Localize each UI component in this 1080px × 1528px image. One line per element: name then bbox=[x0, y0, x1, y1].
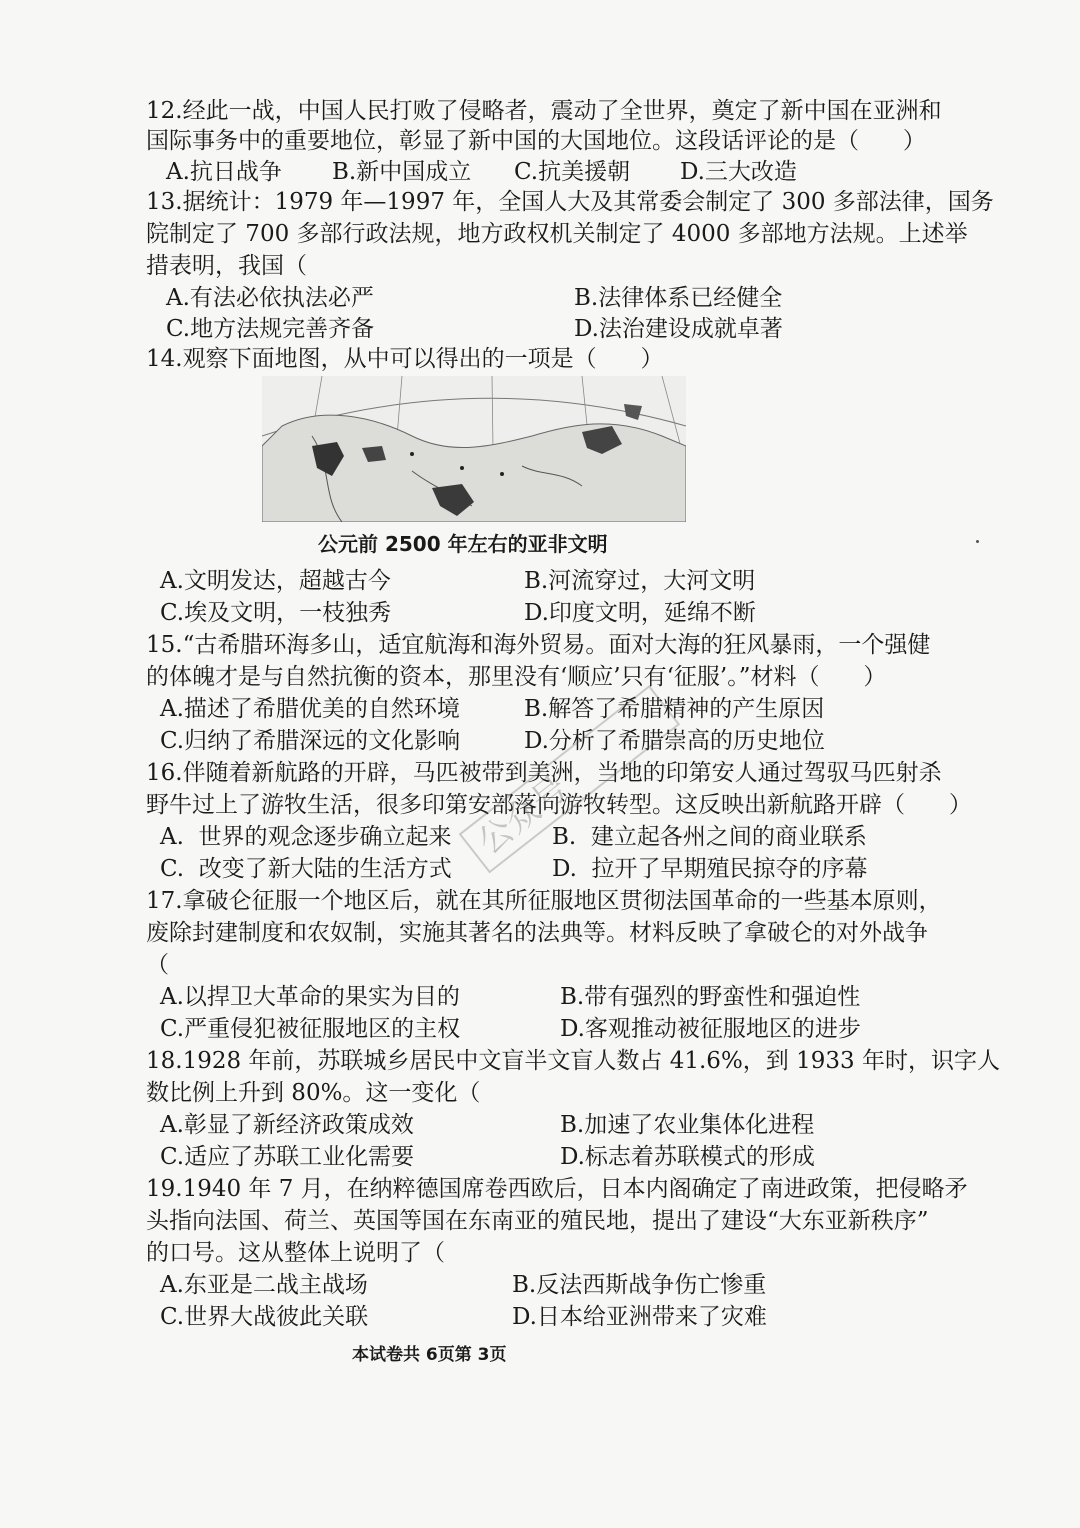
q13-line-3: 措表明，我国（ bbox=[146, 253, 307, 279]
q15-line-1: 15.“古希腊环海多山，适宜航海和海外贸易。面对大海的狂风暴雨，一个强健 bbox=[146, 632, 931, 658]
asia-africa-map-image bbox=[262, 376, 686, 522]
q12-line-2: 国际事务中的重要地位，彰显了新中国的大国地位。这段话评论的是（ ） bbox=[146, 128, 926, 154]
q19-line-1: 19.1940 年 7 月，在纳粹德国席卷西欧后，日本内阁确定了南进政策，把侵略矛 bbox=[146, 1176, 968, 1202]
q19-line-3: 的口号。这从整体上说明了（ bbox=[146, 1240, 445, 1266]
q12-option-d: D.三大改造 bbox=[680, 159, 797, 185]
q15-option-a: A.描述了希腊优美的自然环境 bbox=[160, 696, 460, 722]
q13-option-c: C.地方法规完善齐备 bbox=[166, 316, 375, 342]
q19-option-c: C.世界大战彼此关联 bbox=[160, 1304, 369, 1330]
q15-option-c: C.归纳了希腊深远的文化影响 bbox=[160, 728, 461, 754]
q13-option-b: B.法律体系已经健全 bbox=[574, 285, 783, 311]
q14-option-a: A.文明发达，超越古今 bbox=[160, 568, 391, 594]
q15-line-2: 的体魄才是与自然抗衡的资本，那里没有‘顺应’只有‘征服’。”材料（ ） bbox=[146, 664, 887, 690]
q17-option-c: C.严重侵犯被征服地区的主权 bbox=[160, 1016, 461, 1042]
q17-option-b: B.带有强烈的野蛮性和强迫性 bbox=[560, 984, 861, 1010]
page-footer: 本试卷共 6页第 3页 bbox=[352, 1345, 507, 1365]
q18-line-1: 18.1928 年前，苏联城乡居民中文盲半文盲人数占 41.6%，到 1933 年时，识字人 bbox=[146, 1048, 1000, 1074]
q18-option-a: A.彰显了新经济政策成效 bbox=[160, 1112, 414, 1138]
q19-line-2: 头指向法国、荷兰、英国等国在东南亚的殖民地，提出了建设“大东亚新秩序” bbox=[146, 1208, 929, 1234]
q16-line-2: 野牛过上了游牧生活，很多印第安部落向游牧转型。这反映出新航路开辟（ ） bbox=[146, 792, 972, 818]
q12-line-1: 12.经此一战，中国人民打败了侵略者，震动了全世界，奠定了新中国在亚洲和 bbox=[146, 98, 942, 124]
q16-option-b: B. 建立起各州之间的商业联系 bbox=[552, 824, 867, 850]
q19-option-a: A.东亚是二战主战场 bbox=[160, 1272, 368, 1298]
q14-option-b: B.河流穿过，大河文明 bbox=[524, 568, 756, 594]
q18-option-b: B.加速了农业集体化进程 bbox=[560, 1112, 815, 1138]
q16-option-c: C. 改变了新大陆的生活方式 bbox=[160, 856, 452, 882]
q14-line-1: 14.观察下面地图，从中可以得出的一项是（ ） bbox=[146, 346, 664, 372]
q12-option-b: B.新中国成立 bbox=[332, 159, 472, 185]
q16-option-d: D. 拉开了早期殖民掠夺的序幕 bbox=[552, 856, 868, 882]
q17-line-2: 废除封建制度和农奴制，实施其著名的法典等。材料反映了拿破仑的对外战争 bbox=[146, 920, 928, 946]
q13-line-2: 院制定了 700 多部行政法规，地方政权机关制定了 4000 多部地方法规。上述举 bbox=[146, 221, 968, 247]
q16-line-1: 16.伴随着新航路的开辟，马匹被带到美洲，当地的印第安人通过驾驭马匹射杀 bbox=[146, 760, 942, 786]
q13-option-a: A.有法必依执法必严 bbox=[166, 285, 374, 311]
q13-option-d: D.法治建设成就卓著 bbox=[574, 316, 783, 342]
q19-option-b: B.反法西斯战争伤亡惨重 bbox=[512, 1272, 767, 1298]
q14-option-d: D.印度文明，延绵不断 bbox=[524, 600, 756, 626]
svg-text:公众号: 公众号 bbox=[470, 768, 576, 863]
map-drawing bbox=[262, 376, 686, 522]
q16-option-a: A. 世界的观念逐步确立起来 bbox=[160, 824, 452, 850]
q13-line-1: 13.据统计：1979 年—1997 年，全国人大及其常委会制定了 300 多部法律，国务 bbox=[146, 189, 994, 215]
map-caption: 公元前 2500 年左右的亚非文明 bbox=[318, 532, 608, 556]
q18-option-c: C.适应了苏联工业化需要 bbox=[160, 1144, 415, 1170]
q17-option-d: D.客观推动被征服地区的进步 bbox=[560, 1016, 861, 1042]
q17-line-3: （ bbox=[146, 952, 169, 978]
q15-option-d: D.分析了希腊崇高的历史地位 bbox=[524, 728, 825, 754]
scan-speck bbox=[976, 540, 979, 543]
q18-line-2: 数比例上升到 80%。这一变化（ bbox=[146, 1080, 481, 1106]
q12-option-a: A.抗日战争 bbox=[166, 159, 282, 185]
q17-line-1: 17.拿破仑征服一个地区后，就在其所征服地区贯彻法国革命的一些基本原则， bbox=[146, 888, 942, 914]
q15-option-b: B.解答了希腊精神的产生原因 bbox=[524, 696, 825, 722]
q14-option-c: C.埃及文明，一枝独秀 bbox=[160, 600, 392, 626]
q17-option-a: A.以捍卫大革命的果实为目的 bbox=[160, 984, 460, 1010]
q12-option-c: C.抗美援朝 bbox=[514, 159, 631, 185]
q19-option-d: D.日本给亚洲带来了灾难 bbox=[512, 1304, 767, 1330]
q18-option-d: D.标志着苏联模式的形成 bbox=[560, 1144, 815, 1170]
